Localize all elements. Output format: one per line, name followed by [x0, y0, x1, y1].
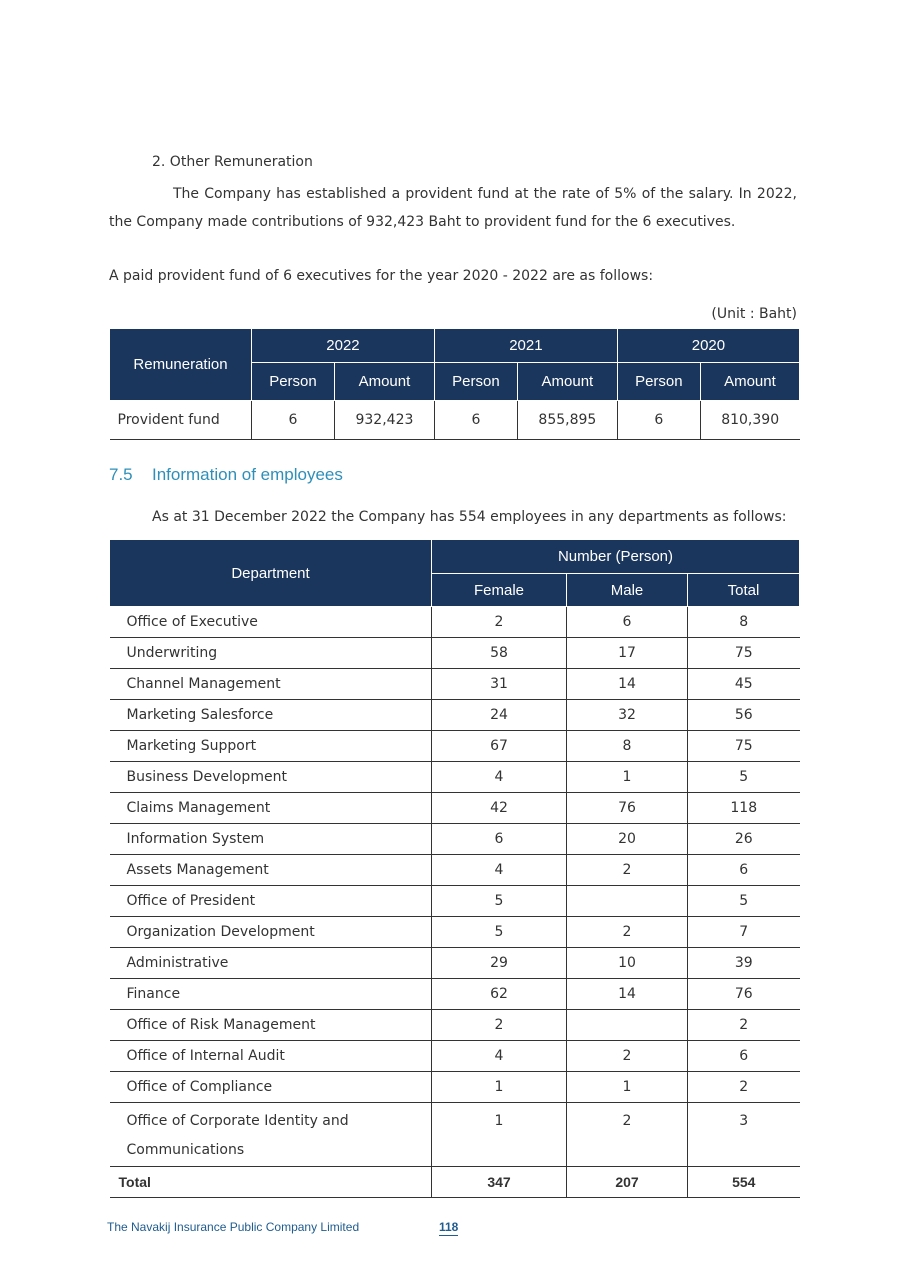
male-cell: 2	[567, 917, 688, 948]
table-row	[110, 1103, 800, 1167]
header-total: Total	[688, 574, 800, 607]
female-cell: 5	[432, 886, 567, 917]
total-male: 207	[567, 1167, 688, 1198]
department-cell: Business Development	[110, 762, 432, 793]
male-cell: 20	[567, 824, 688, 855]
male-cell: 2	[567, 855, 688, 886]
header-number-person: Number (Person)	[432, 540, 800, 574]
male-cell: 1	[567, 1072, 688, 1103]
total-cell: 5	[688, 762, 800, 793]
male-cell: 32	[567, 700, 688, 731]
table-row	[110, 917, 800, 948]
header-department: Department	[110, 540, 432, 607]
table-row	[110, 793, 800, 824]
header-amount: Amount	[517, 363, 617, 401]
department-cell: Underwriting	[110, 638, 432, 669]
provident-fund-paragraph-text: The Company has established a provident fund at the rate of 5% of the salary. In 2022, the Company made contributions of 932,423 Baht to provident fund for the 6 executives.	[109, 186, 797, 230]
total-cell: 39	[688, 948, 800, 979]
table-row	[110, 762, 800, 793]
table-row	[110, 979, 800, 1010]
total-cell: 76	[688, 979, 800, 1010]
section-title-text: Information of employees	[152, 465, 343, 484]
table-row	[110, 638, 800, 669]
department-cell	[110, 1103, 432, 1167]
department-cell: Assets Management	[110, 855, 432, 886]
male-cell: 6	[567, 607, 688, 638]
female-cell: 6	[432, 824, 567, 855]
table-row	[110, 700, 800, 731]
table-row	[110, 886, 800, 917]
total-row	[110, 1167, 800, 1198]
department-cell: Channel Management	[110, 669, 432, 700]
female-cell: 1	[432, 1103, 567, 1167]
header-person: Person	[617, 363, 700, 401]
total-cell: 8	[688, 607, 800, 638]
department-cell: Office of Internal Audit	[110, 1041, 432, 1072]
table-row	[110, 824, 800, 855]
footer-company-name: The Navakij Insurance Public Company Limited	[107, 1220, 360, 1234]
header-male: Male	[567, 574, 688, 607]
total-label: Total	[110, 1167, 432, 1198]
department-cell: Claims Management	[110, 793, 432, 824]
table-row	[110, 1041, 800, 1072]
section-number: 7.5	[109, 465, 133, 484]
header-remuneration: Remuneration	[110, 329, 252, 401]
male-cell: 2	[567, 1103, 688, 1167]
unit-label: (Unit : Baht)	[711, 306, 797, 322]
male-cell: 8	[567, 731, 688, 762]
header-year-2021: 2021	[434, 329, 617, 363]
female-cell: 58	[432, 638, 567, 669]
total-cell: 56	[688, 700, 800, 731]
employee-table	[109, 539, 800, 1198]
cell-amount-2022: 932,423	[334, 401, 434, 440]
header-year-2022: 2022	[252, 329, 435, 363]
cell-amount-2021: 855,895	[517, 401, 617, 440]
department-cell: Organization Development	[110, 917, 432, 948]
provident-fund-table	[109, 328, 800, 440]
female-cell: 29	[432, 948, 567, 979]
table-row	[110, 401, 800, 440]
male-cell: 2	[567, 1041, 688, 1072]
total-total: 554	[688, 1167, 800, 1198]
section-title	[109, 465, 343, 485]
other-remuneration-heading: 2. Other Remuneration	[152, 154, 313, 170]
header-amount: Amount	[334, 363, 434, 401]
table-row	[110, 607, 800, 638]
total-cell: 2	[688, 1072, 800, 1103]
cell-person-2022: 6	[252, 401, 335, 440]
table-row	[110, 731, 800, 762]
department-line: Communications	[126, 1142, 245, 1158]
male-cell	[567, 886, 688, 917]
provident-fund-paragraph	[109, 180, 797, 236]
male-cell: 10	[567, 948, 688, 979]
total-cell: 45	[688, 669, 800, 700]
department-cell: Office of Risk Management	[110, 1010, 432, 1041]
total-cell: 6	[688, 1041, 800, 1072]
female-cell: 42	[432, 793, 567, 824]
female-cell: 1	[432, 1072, 567, 1103]
female-cell: 24	[432, 700, 567, 731]
page-number: 118	[439, 1220, 459, 1234]
total-cell: 75	[688, 638, 800, 669]
department-cell: Finance	[110, 979, 432, 1010]
header-female: Female	[432, 574, 567, 607]
total-cell: 7	[688, 917, 800, 948]
male-cell: 76	[567, 793, 688, 824]
department-cell: Office of President	[110, 886, 432, 917]
total-cell: 118	[688, 793, 800, 824]
male-cell: 14	[567, 979, 688, 1010]
male-cell: 14	[567, 669, 688, 700]
male-cell: 1	[567, 762, 688, 793]
table-row	[110, 948, 800, 979]
female-cell: 2	[432, 1010, 567, 1041]
department-cell: Office of Executive	[110, 607, 432, 638]
female-cell: 4	[432, 762, 567, 793]
cell-person-2020: 6	[617, 401, 700, 440]
table-row	[110, 855, 800, 886]
department-cell: Administrative	[110, 948, 432, 979]
female-cell: 31	[432, 669, 567, 700]
female-cell: 4	[432, 1041, 567, 1072]
provident-fund-intro: A paid provident fund of 6 executives for the year 2020 - 2022 are as follows:	[109, 268, 654, 284]
male-cell: 17	[567, 638, 688, 669]
total-cell: 3	[688, 1103, 800, 1167]
total-cell: 75	[688, 731, 800, 762]
row-label: Provident fund	[110, 401, 252, 440]
female-cell: 62	[432, 979, 567, 1010]
female-cell: 4	[432, 855, 567, 886]
department-cell: Marketing Salesforce	[110, 700, 432, 731]
cell-amount-2020: 810,390	[700, 401, 799, 440]
header-year-2020: 2020	[617, 329, 799, 363]
female-cell: 67	[432, 731, 567, 762]
male-cell	[567, 1010, 688, 1041]
department-cell: Marketing Support	[110, 731, 432, 762]
total-cell: 2	[688, 1010, 800, 1041]
table-row	[110, 669, 800, 700]
header-amount: Amount	[700, 363, 799, 401]
total-cell: 5	[688, 886, 800, 917]
header-person: Person	[434, 363, 517, 401]
table-row	[110, 1072, 800, 1103]
female-cell: 2	[432, 607, 567, 638]
department-cell: Information System	[110, 824, 432, 855]
total-female: 347	[432, 1167, 567, 1198]
table-row	[110, 1010, 800, 1041]
female-cell: 5	[432, 917, 567, 948]
header-person: Person	[252, 363, 335, 401]
department-cell: Office of Compliance	[110, 1072, 432, 1103]
employees-intro: As at 31 December 2022 the Company has 554 employees in any departments as follows:	[152, 509, 787, 525]
cell-person-2021: 6	[434, 401, 517, 440]
total-cell: 26	[688, 824, 800, 855]
total-cell: 6	[688, 855, 800, 886]
department-line: Office of Corporate Identity and	[126, 1113, 349, 1129]
